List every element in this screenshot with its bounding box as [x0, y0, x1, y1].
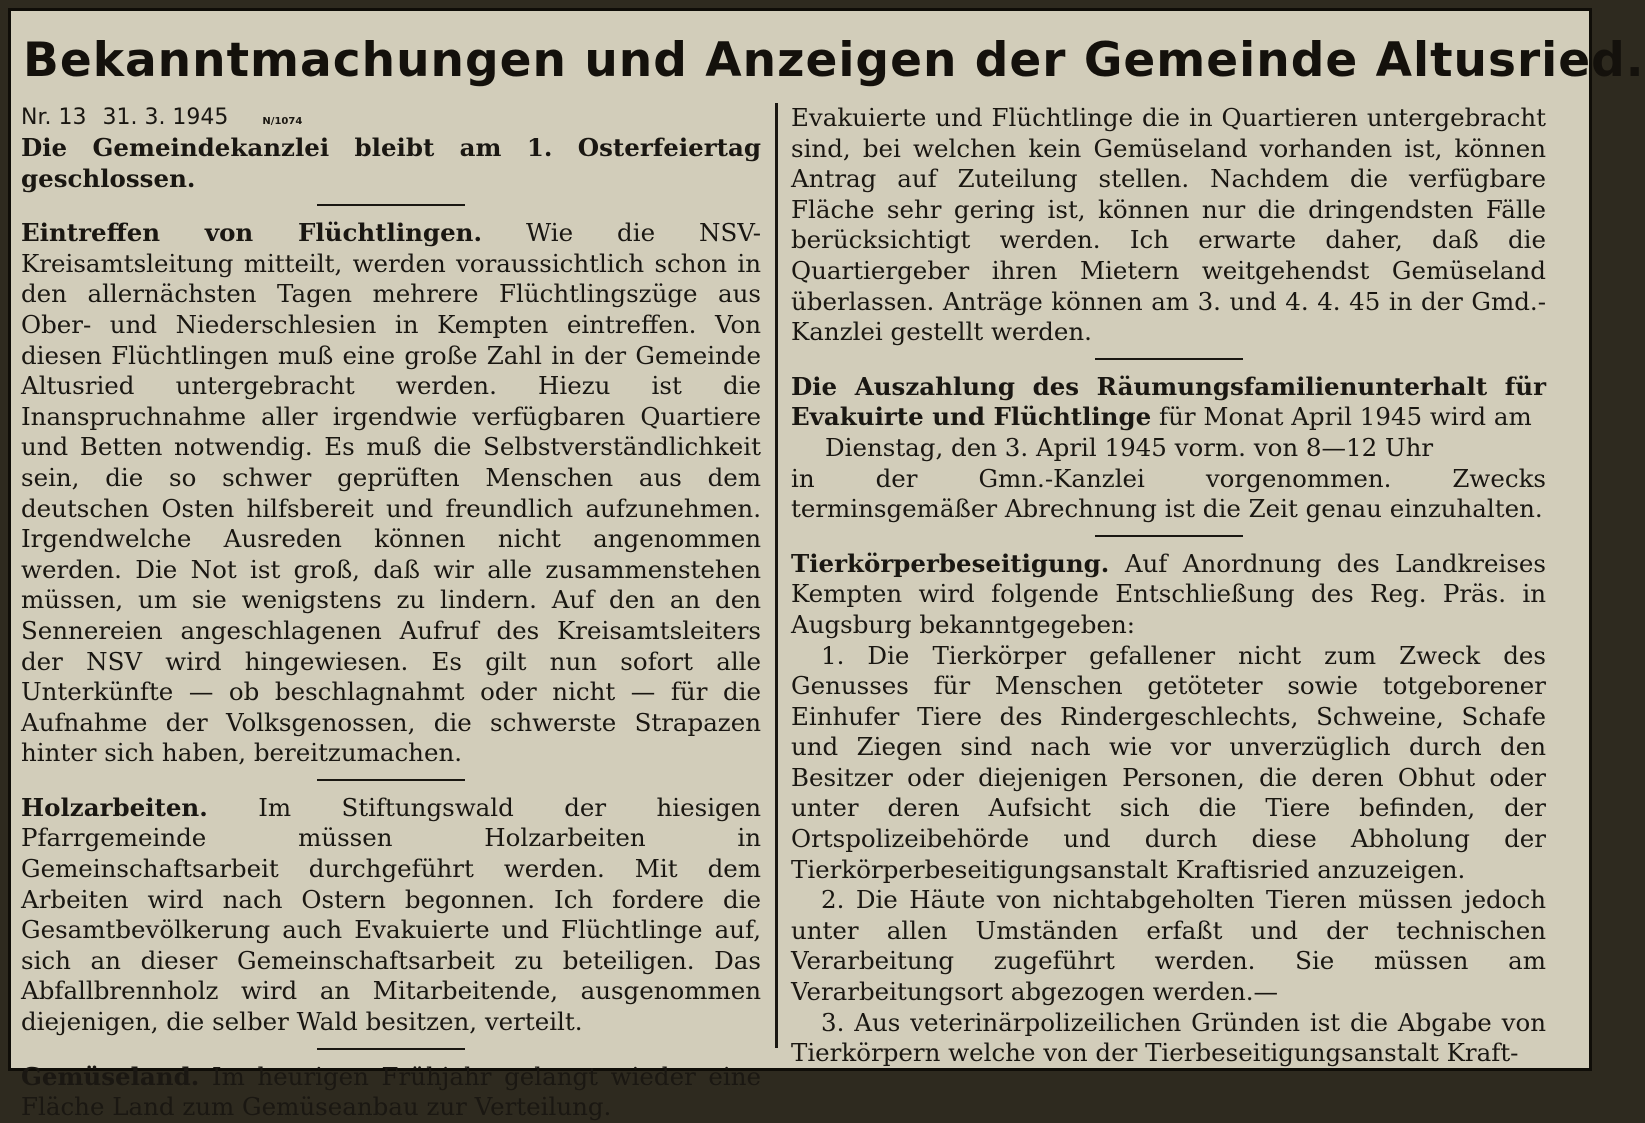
section-heading: Gemüseland. [21, 1061, 200, 1091]
section-auszahlung [791, 372, 1546, 433]
section-heading: Die Auszahlung des Räumungsfamilienunterhalt für Evakuirte und Flüchtlinge [791, 371, 1546, 432]
section-heading: Tierkörperbeseitigung. [791, 548, 1110, 578]
payout-date-line: Dienstag, den 3. April 1945 vorm. von 8—12 Uhr [825, 432, 1434, 462]
section-gemueseland [21, 1062, 761, 1123]
section-heading: Eintreffen von Flüchtlingen. [21, 218, 482, 248]
section-separator [1095, 358, 1243, 360]
issue-ref: N/1074 [262, 116, 303, 127]
right-column [791, 103, 1546, 1069]
page-title: Bekanntmachungen und Anzeigen der Gemeinde Altusried. [23, 33, 1645, 88]
list-item: 3. Aus veterinärpolizeilichen Gründen ist die Abgabe von Tierkörpern welche von der Tierbeseitigungsanstalt Kraft- [791, 1007, 1546, 1068]
section-body: in der Gmn.-Kanzlei vorgenommen. Zwecks terminsgemäßer Abrechnung ist die Zeit genau einzuhalten. [791, 463, 1546, 524]
section-separator [317, 1048, 465, 1050]
section-body: Wie die NSV-Kreisamtsleitung mitteilt, werden voraussichtlich schon in den allernächsten Tagen mehrere Flüchtlingszüge aus Ober- und Niederschlesien in Kempten eintreffen. Von diesen Flüchtlingen muß eine große Zahl in der Gemeinde Altusried untergebracht werden. Hiezu ist die Inanspruchnahme aller irgendwie verfügbaren Quartiere und Betten notwendig. Es muß die Selbstverständlichkeit sein, die so schwer geprüften Menschen aus dem deutschen Osten hilfsbereit und freundlich aufzunehmen. Irgendwelche Ausreden können nicht angenommen werden. Die Not ist groß, daß wir alle zusammenstehen müssen, um sie wenigstens zu lindern. Auf den an den Sennereien angeschlagenen Aufruf des Kreisamtsleiters der NSV wird hingewiesen. Es gilt nun sofort alle Unterkünfte — ob beschlagnahmt oder nicht — für die Aufnahme der Volksgenossen, die schwerste Strapazen hinter sich haben, bereitzumachen. [21, 218, 761, 768]
section-body: Im Stiftungswald der hiesigen Pfarrgemeinde müssen Holzarbeiten in Gemeinschaftsarbeit durchgeführt werden. Mit dem Arbeiten wird nach Ostern begonnen. Ich fordere die Gesamtbevölkerung auch Evakuierte und Flüchtlinge auf, sich an dieser Gemeinschaftsarbeit zu beteiligen. Das Abfallbrennholz wird an Mitarbeitende, ausgenommen diejenigen, die selber Wald besitzen, verteilt. [21, 792, 761, 1037]
section-body: Im heurigen Frühjahr gelangt wieder eine Fläche Land zum Gemüseanbau zur Verteilung. [21, 1061, 761, 1122]
section-separator [1095, 535, 1243, 537]
closing-notice-text: Die Gemeindekanzlei bleibt am 1. Osterfeiertag geschlossen. [21, 133, 761, 193]
issue-date: 31. 3. 1945 [102, 105, 229, 130]
column-divider [775, 103, 778, 1048]
section-fluechtlinge [21, 218, 761, 769]
issue-line [21, 103, 761, 133]
section-holzarbeiten [21, 793, 761, 1038]
newspaper-page [11, 11, 1645, 1122]
newspaper-clipping [8, 8, 1645, 1122]
section-tierkoerper [791, 549, 1546, 641]
list-item: 1. Die Tierkörper gefallener nicht zum Zweck des Genusses für Menschen getöteter sowie totgeborener Einhufer Tiere des Rindergeschlechts, Schweine, Schafe und Ziegen sind nach wie vor unverzüglich durch den Besitzer oder diejenigen Personen, die deren Obhut oder unter deren Aufsicht sich die Tiere befinden, der Ortspolizeibehörde und durch diese Abholung der Tierkörperbeseitigungsanstalt Kraftisried anzuzeigen. [791, 640, 1546, 884]
section-separator [317, 779, 465, 781]
section-body: Auf Anordnung des Landkreises Kempten wird folgende Entschließung des Reg. Präs. in Augsburg bekanntgegeben: [791, 548, 1546, 639]
list-item: 2. Die Häute von nichtabgeholten Tieren müssen jedoch unter allen Umständen erfaßt und der technischen Verarbeitung zugeführt werden. Sie müssen am Verarbeitungsort abgezogen werden.— [791, 885, 1546, 1007]
left-column [21, 103, 761, 1123]
issue-number: Nr. 13 [21, 105, 87, 130]
gemueseland-continued: Evakuierte und Flüchtlinge die in Quartieren untergebracht sind, bei welchen kein Gemüseland vorhanden ist, können Antrag auf Zuteilung stellen. Nachdem die verfügbare Fläche sehr gering ist, können nur die dringendsten Fälle berücksichtigt werden. Ich erwarte daher, daß die Quartiergeber ihren Mietern weitgehendst Gemüseland überlassen. Anträge können am 3. und 4. 4. 45 in der Gmd.-Kanzlei gestellt werden. [791, 103, 1546, 347]
section-body: für Monat April 1945 wird am [1159, 402, 1532, 432]
section-heading: Holzarbeiten. [21, 792, 208, 822]
closing-notice [21, 133, 761, 194]
section-separator [317, 204, 465, 206]
